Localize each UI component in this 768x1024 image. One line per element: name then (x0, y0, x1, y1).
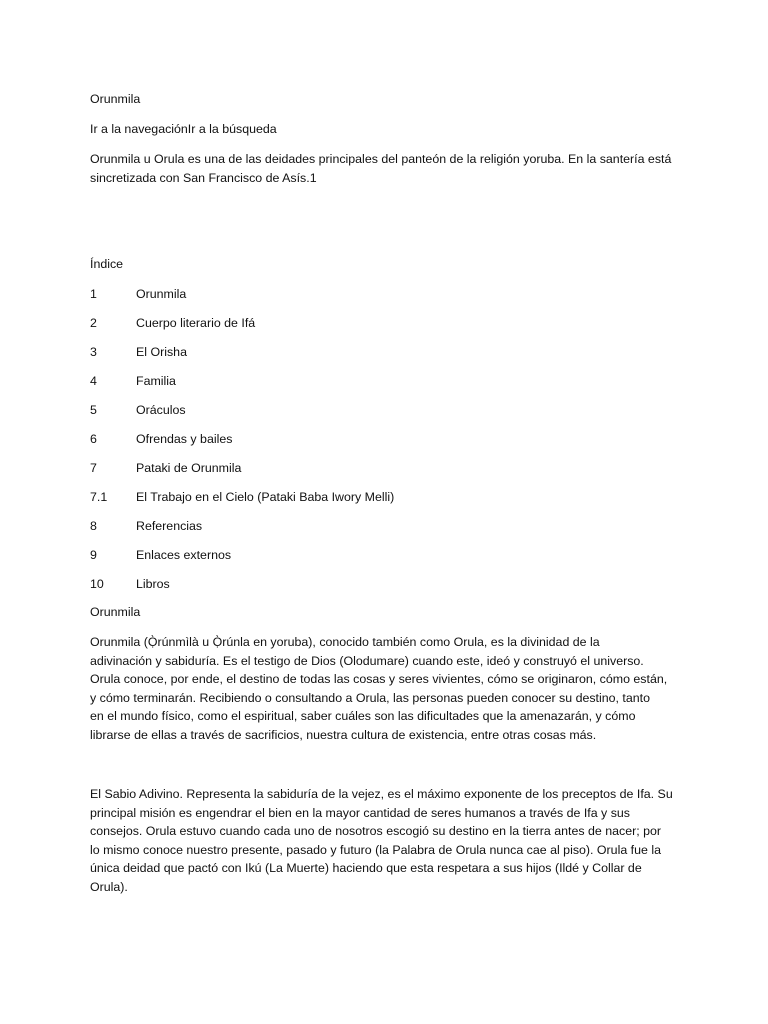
document-title: Orunmila (90, 92, 141, 106)
toc-number: 4 (90, 374, 97, 388)
toc-row (90, 285, 650, 303)
nav-links-line: Ir a la navegaciónIr a la búsqueda (90, 122, 277, 136)
toc-label: Referencias (136, 519, 203, 533)
paragraph-line: El Sabio Adivino. Representa la sabiduría de la vejez, es el máximo exponente de los preceptos de Ifa. Su (90, 787, 673, 801)
paragraph-line: Orula). (90, 879, 128, 894)
toc-label: Ofrendas y bailes (136, 432, 233, 446)
paragraph-line: en el mundo físico, como el espiritual, saber cuáles son las dificultades que la amenazarán, y cómo (90, 709, 636, 724)
toc-row (90, 372, 650, 390)
intro-line: sincretizada con San Francisco de Asís.1 (90, 170, 317, 185)
toc-label: Libros (136, 577, 170, 591)
toc-row (90, 488, 650, 506)
toc-label: El Trabajo en el Cielo (Pataki Baba Iwory Melli) (136, 490, 395, 504)
paragraph-line: Orunmila (Ọ̀rúnmìlà u Ọ̀rúnla en yoruba), conocido también como Orula, es la divinidad de la (90, 635, 600, 649)
toc-label: Pataki de Orunmila (136, 461, 242, 475)
paragraph-line: y cómo terminarán. Recibiendo o consultando a Orula, las personas pueden conocer su destino, tanto (90, 690, 650, 705)
toc-label: Cuerpo literario de Ifá (136, 316, 256, 330)
toc-heading: Índice (90, 257, 124, 271)
toc-number: 8 (90, 519, 97, 533)
toc-label: Enlaces externos (136, 548, 232, 562)
toc-label: El Orisha (136, 345, 187, 359)
paragraph-line: lo mismo conoce nuestro presente, pasado y futuro (la Palabra de Orula nunca cae al piso). Orula fue la (90, 842, 661, 857)
section-heading: Orunmila (90, 605, 141, 619)
toc-row (90, 546, 650, 564)
toc-number: 6 (90, 432, 97, 446)
toc-row (90, 314, 650, 332)
toc-row (90, 343, 650, 361)
toc-row (90, 401, 650, 419)
paragraph-line: consejos. Orula estuvo cuando cada uno de nosotros escogió su destino en la tierra antes de nacer; por (90, 824, 662, 839)
intro-line: Orunmila u Orula es una de las deidades principales del panteón de la religión yoruba. En la santería está (90, 152, 672, 166)
toc-row (90, 430, 650, 448)
paragraph-line: principal misión es engendrar el bien en la mayor cantidad de seres humanos a través de Ifa y sus (90, 805, 630, 820)
paragraph-line: librarse de ellas a través de sacrificios, nuestra cultura de existencia, entre otras cosas más. (90, 727, 597, 742)
toc-row (90, 575, 650, 593)
intro-paragraph (90, 150, 680, 187)
toc-row (90, 459, 650, 477)
toc-number: 2 (90, 316, 97, 330)
paragraph-line: Orula conoce, por ende, el destino de todas las cosas y seres vivientes, cómo se originaron, cómo están, (90, 672, 668, 687)
toc-number: 10 (90, 577, 104, 591)
toc-number: 9 (90, 548, 97, 562)
toc-number: 5 (90, 403, 97, 417)
paragraph-line: adivinación y sabiduría. Es el testigo de Dios (Olodumare) cuando este, ideó y construyó el universo. (90, 653, 644, 668)
toc-label: Orunmila (136, 287, 187, 301)
toc-number: 3 (90, 345, 97, 359)
toc-row (90, 517, 650, 535)
toc-number: 7.1 (90, 490, 108, 504)
body-paragraph-2 (90, 785, 680, 897)
toc-number: 7 (90, 461, 97, 475)
paragraph-line: única deidad que pactó con Ikú (La Muerte) haciendo que esta respetara a sus hijos (Ildé y Collar de (90, 861, 642, 876)
toc-number: 1 (90, 287, 97, 301)
toc-label: Oráculos (136, 403, 186, 417)
body-paragraph-1 (90, 633, 680, 745)
toc-label: Familia (136, 374, 176, 388)
